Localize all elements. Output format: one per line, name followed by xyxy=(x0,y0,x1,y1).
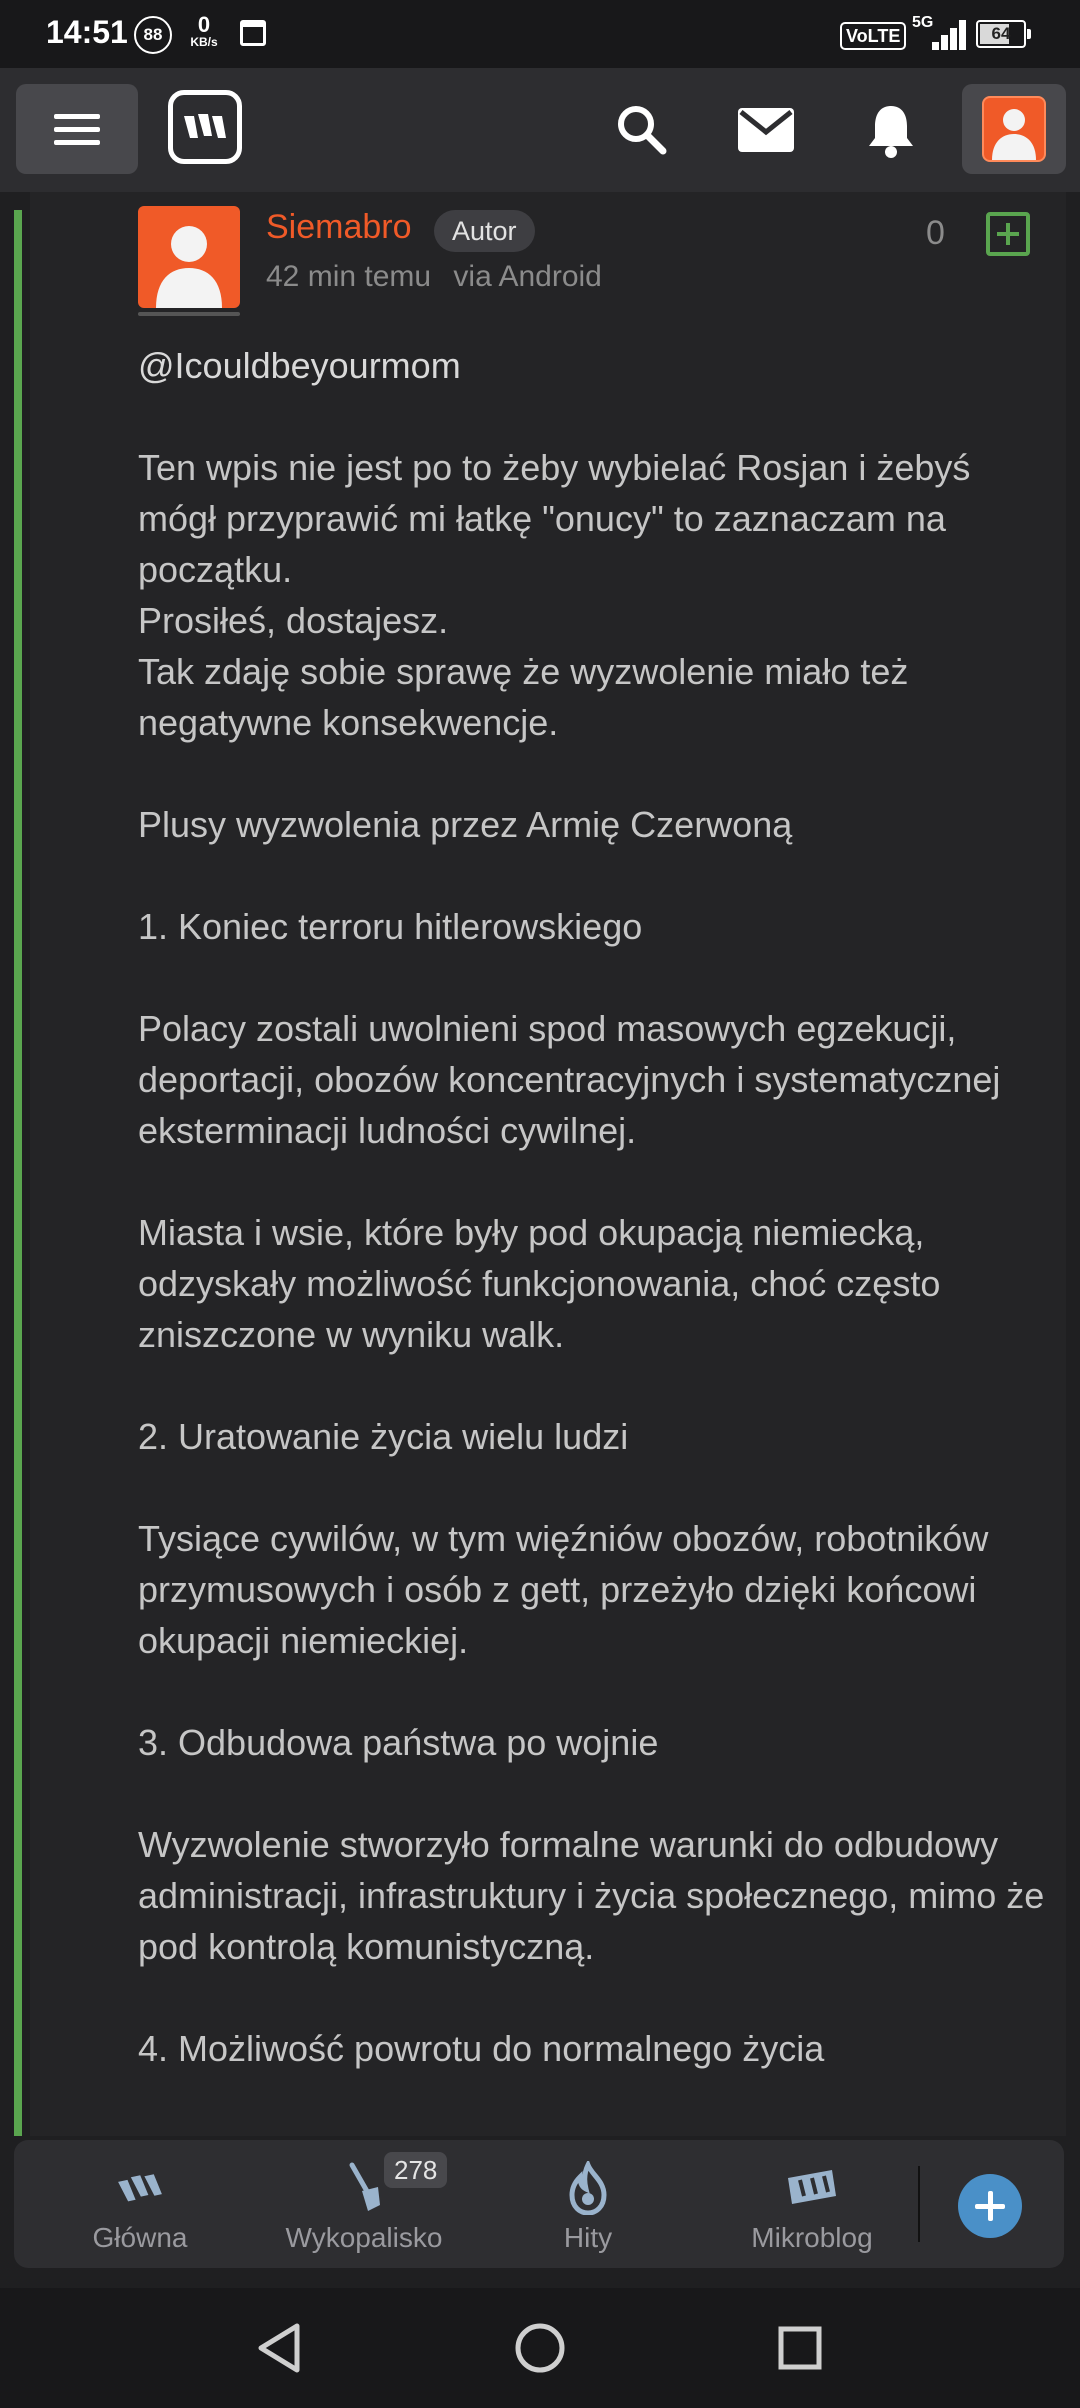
nav-item-hity[interactable] xyxy=(476,2140,700,2268)
back-icon[interactable] xyxy=(250,2318,310,2378)
nav-item-mikroblog[interactable] xyxy=(700,2140,924,2268)
system-navigation-bar xyxy=(0,2288,1080,2408)
nav-label: Główna xyxy=(92,2222,188,2253)
wykopalisko-count-badge: 278 xyxy=(384,2152,447,2188)
avatar-underline xyxy=(138,312,240,316)
author-badge: Autor xyxy=(434,210,535,252)
home-icon[interactable] xyxy=(510,2318,570,2378)
volte-indicator: VoLTE xyxy=(840,22,906,50)
recents-icon[interactable] xyxy=(770,2318,830,2378)
net-speed xyxy=(184,14,224,48)
wykop-logo-icon[interactable] xyxy=(168,90,242,164)
network-type: 5G xyxy=(912,14,934,31)
post-source: via Android xyxy=(453,260,602,293)
nav-label: Wykopalisko xyxy=(285,2222,443,2253)
status-bar xyxy=(0,0,1080,68)
bell-icon[interactable] xyxy=(857,96,925,164)
clock: 14:51 xyxy=(46,14,128,50)
post-meta xyxy=(266,260,602,294)
post-body xyxy=(138,340,1058,2074)
notification-count-badge: 88 xyxy=(134,16,172,54)
comment-post xyxy=(30,192,1066,2136)
nav-item-glowna[interactable] xyxy=(28,2140,252,2268)
net-speed-unit: KB/s xyxy=(190,35,218,49)
post-body-text: Ten wpis nie jest po to żeby wybielać Rosjan i żebyś mógł przyprawić mi łatkę "onucy" to zaznaczam na początku. Prosiłeś, dostajesz. Tak zdaję sobie sprawę że wyzwolenie miało też negatywne konsekwencje. Plusy wyzwolenia przez Armię Czerwoną 1. Koniec terroru hitlerowskiego Polacy zostali uwolnieni spod masowych egzekucji, deportacji, obozów koncentracyjnych i systematycznej eksterminacji ludności cywilnej. Miasta i wsie, które były pod okupacją niemiecką, odzyskały możliwość funkcjonowania, choć często zniszczone w wyniku walk. 2. Uratowanie życia wielu ludzi Tysiące cywilów, w tym więźniów obozów, robotników przymusowych i osób z gett, przeżyło dzięki końcowi okupacji niemieckiej. 3. Odbudowa państwa po wojnie Wyzwolenie stworzyło formalne warunki do odbudowy administracji, infrastruktury i życia społecznego, mimo że pod kontrolą komunistyczną. 4. Możliwość powrotu do normalnego życia xyxy=(138,447,1045,2069)
top-app-bar xyxy=(0,68,1080,192)
menu-button[interactable] xyxy=(16,84,138,174)
post-time: 42 min temu xyxy=(266,260,432,293)
signal-icon xyxy=(922,20,964,50)
mention-link[interactable]: @Icouldbeyourmom xyxy=(138,345,461,386)
author-avatar[interactable] xyxy=(138,206,240,308)
vote-count: 0 xyxy=(926,214,945,252)
avatar xyxy=(982,96,1046,162)
net-speed-value: 0 xyxy=(197,12,211,37)
fire-icon xyxy=(558,2160,618,2216)
author-name-link[interactable]: Siemabro xyxy=(266,208,412,246)
user-avatar-button[interactable] xyxy=(962,84,1066,174)
add-post-button[interactable] xyxy=(958,2174,1022,2238)
upvote-button[interactable] xyxy=(986,212,1030,256)
mail-icon[interactable] xyxy=(732,96,800,164)
search-icon[interactable] xyxy=(608,96,676,164)
nav-label: Hity xyxy=(563,2222,613,2253)
home-logo-icon xyxy=(110,2160,170,2216)
nav-separator xyxy=(918,2166,920,2242)
battery-icon xyxy=(976,20,1026,48)
nav-label: Mikroblog xyxy=(751,2222,873,2253)
bottom-navigation xyxy=(14,2140,1064,2268)
microblog-icon xyxy=(782,2160,842,2216)
battery-level: 64 xyxy=(991,24,1011,43)
thread-indicator xyxy=(14,210,22,2136)
calendar-icon xyxy=(240,20,266,46)
